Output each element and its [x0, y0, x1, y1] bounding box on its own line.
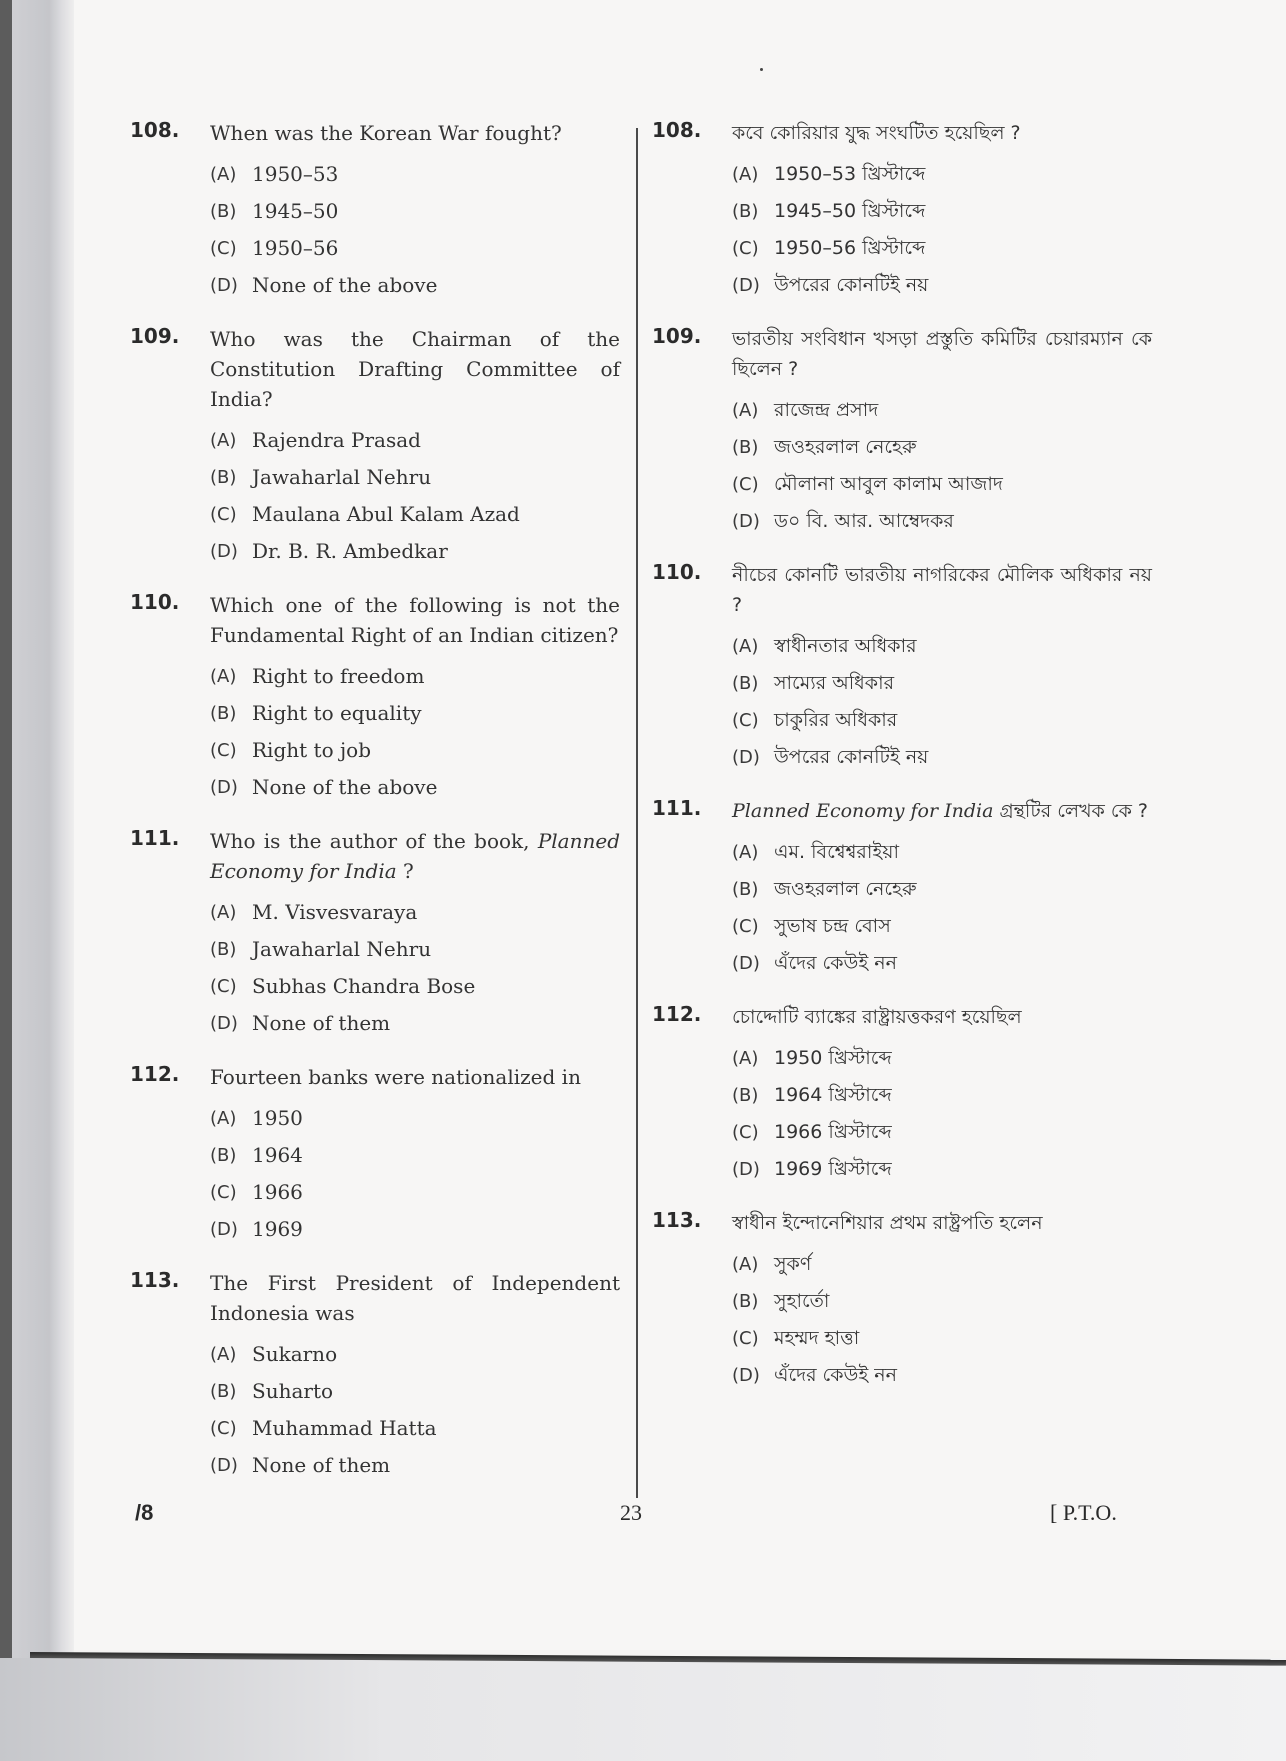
option-label: (D) — [210, 275, 238, 296]
option-text: এম. বিশ্বেশ্বরাইয়া — [774, 841, 899, 863]
options-list — [732, 834, 1152, 982]
option-b — [210, 931, 620, 968]
options-list — [210, 1100, 620, 1248]
question-text: The First President of Independent Indonesia was — [210, 1271, 620, 1325]
question-109-en — [130, 324, 620, 570]
option-label: (A) — [210, 902, 237, 923]
option-d — [210, 533, 620, 570]
option-text: Subhas Chandra Bose — [252, 974, 476, 998]
option-a — [732, 1040, 1152, 1077]
option-c — [210, 968, 620, 1005]
question-text: ভারতীয় সংবিধান খসড়া প্রস্তুতি কমিটির চেয়ারম্যান কে ছিলেন ? — [732, 328, 1152, 380]
option-text: মহম্মদ হাত্তা — [774, 1327, 860, 1349]
option-label: (B) — [732, 1291, 759, 1312]
option-c — [210, 230, 620, 267]
option-label: (C) — [732, 710, 759, 731]
option-c — [732, 908, 1152, 945]
option-b — [210, 1373, 620, 1410]
option-b — [732, 1077, 1152, 1114]
question-number: 110. — [130, 590, 180, 614]
option-text: Rajendra Prasad — [252, 428, 421, 452]
option-text: Jawaharlal Nehru — [252, 465, 432, 489]
option-d — [210, 1447, 620, 1484]
binding-dark-edge — [0, 0, 12, 1761]
option-text: স্বাধীনতার অধিকার — [774, 635, 917, 657]
option-label: (A) — [732, 1048, 759, 1069]
option-label: (D) — [732, 953, 760, 974]
option-c — [732, 1320, 1152, 1357]
option-b — [732, 193, 1152, 230]
question-number: 111. — [652, 796, 702, 820]
option-text: None of the above — [252, 775, 438, 799]
question-number: 109. — [652, 324, 702, 348]
question-number: 110. — [652, 560, 702, 584]
option-label: (A) — [210, 164, 237, 185]
booklet-code: /8 — [135, 1500, 154, 1525]
option-b — [732, 665, 1152, 702]
option-label: (B) — [210, 467, 237, 488]
question-prefix: Who is the author of the book, — [210, 829, 530, 853]
option-label: (B) — [732, 201, 759, 222]
option-label: (D) — [732, 511, 760, 532]
question-108-en — [130, 118, 620, 304]
question-number: 111. — [130, 826, 180, 850]
option-text: এঁদের কেউই নন — [774, 952, 897, 974]
column-divider — [636, 128, 638, 1498]
option-c — [732, 466, 1152, 503]
option-d — [210, 267, 620, 304]
page-number: 23 — [620, 1500, 642, 1525]
option-label: (B) — [732, 673, 759, 694]
option-text: Right to equality — [252, 701, 422, 725]
option-text: Right to freedom — [252, 664, 425, 688]
question-text — [732, 796, 1152, 826]
bengali-column — [652, 118, 1152, 1414]
option-text: Dr. B. R. Ambedkar — [252, 539, 448, 563]
option-text: 1950–53 খ্রিস্টাব্দে — [774, 163, 926, 185]
option-label: (D) — [210, 1455, 238, 1476]
english-column — [130, 118, 620, 1504]
question-text: চোদ্দোটি ব্যাঙ্কের রাষ্ট্রায়ত্তকরণ হয়েছিল — [732, 1006, 1022, 1028]
question-number: 112. — [652, 1002, 702, 1026]
option-b — [732, 871, 1152, 908]
options-list — [210, 422, 620, 570]
option-text: Suharto — [252, 1379, 334, 1403]
question-number: 108. — [130, 118, 180, 142]
question-111-bn — [652, 796, 1152, 982]
options-list — [732, 1040, 1152, 1188]
option-label: (B) — [210, 201, 237, 222]
option-text: Sukarno — [252, 1342, 338, 1366]
option-text: সাম্যের অধিকার — [774, 672, 895, 694]
option-a — [732, 156, 1152, 193]
option-label: (D) — [732, 1365, 760, 1386]
option-label: (D) — [210, 777, 238, 798]
option-a — [210, 894, 620, 931]
option-text: ড০ বি. আর. আম্বেদকর — [774, 510, 954, 532]
question-113-en — [130, 1268, 620, 1484]
option-c — [210, 1410, 620, 1447]
question-number: 109. — [130, 324, 180, 348]
option-label: (B) — [210, 1145, 237, 1166]
option-b — [210, 193, 620, 230]
option-text: সুভাষ চন্দ্র বোস — [774, 915, 891, 937]
book-title: Planned Economy for India — [210, 829, 621, 883]
option-a — [210, 658, 620, 695]
question-108-bn — [652, 118, 1152, 304]
options-list — [732, 1246, 1152, 1394]
question-number: 112. — [130, 1062, 180, 1086]
option-d — [732, 945, 1152, 982]
option-label: (A) — [210, 1108, 237, 1129]
option-label: (C) — [210, 238, 237, 259]
option-label: (C) — [732, 1328, 759, 1349]
question-suffix: ? — [396, 859, 414, 883]
option-label: (D) — [732, 747, 760, 768]
binding-strip — [12, 0, 74, 1761]
option-label: (A) — [732, 400, 759, 421]
question-110-en — [130, 590, 620, 806]
option-text: জওহরলাল নেহেরু — [774, 878, 917, 900]
option-label: (A) — [732, 842, 759, 863]
option-label: (C) — [732, 474, 759, 495]
options-list — [210, 1336, 620, 1484]
option-text: 1969 খ্রিস্টাব্দে — [774, 1158, 892, 1180]
option-text: 1950–56 — [252, 236, 339, 260]
option-text: 1945–50 খ্রিস্টাব্দে — [774, 200, 926, 222]
option-text: None of them — [252, 1453, 391, 1477]
option-label: (B) — [210, 1381, 237, 1402]
option-label: (A) — [210, 666, 237, 687]
question-text: নীচের কোনটি ভারতীয় নাগরিকের মৌলিক অধিকার নয় ? — [732, 564, 1152, 616]
option-c — [732, 1114, 1152, 1151]
option-text: এঁদের কেউই নন — [774, 1364, 897, 1386]
option-d — [732, 1357, 1152, 1394]
option-label: (A) — [210, 430, 237, 451]
option-label: (B) — [732, 879, 759, 900]
question-suffix: গ্রন্থটির লেখক কে ? — [993, 800, 1149, 822]
option-d — [732, 1151, 1152, 1188]
option-label: (C) — [732, 238, 759, 259]
option-label: (A) — [732, 164, 759, 185]
option-a — [210, 422, 620, 459]
option-b — [732, 1283, 1152, 1320]
option-d — [210, 1005, 620, 1042]
option-text: None of them — [252, 1011, 391, 1035]
question-112-bn — [652, 1002, 1152, 1188]
options-list — [732, 628, 1152, 776]
option-d — [210, 769, 620, 806]
option-text: Right to job — [252, 738, 372, 762]
option-label: (D) — [210, 541, 238, 562]
question-text: Which one of the following is not the Fundamental Right of an Indian citizen? — [210, 593, 620, 647]
option-text: উপরের কোনটিই নয় — [774, 746, 929, 768]
option-label: (B) — [732, 1085, 759, 1106]
option-label: (C) — [732, 1122, 759, 1143]
option-label: (D) — [732, 1159, 760, 1180]
option-label: (C) — [732, 916, 759, 937]
question-text: স্বাধীন ইন্দোনেশিয়ার প্রথম রাষ্ট্রপতি হলেন — [732, 1212, 1043, 1234]
option-text: 1950 — [252, 1106, 303, 1130]
question-number: 113. — [130, 1268, 180, 1292]
option-b — [210, 695, 620, 732]
option-label: (A) — [732, 636, 759, 657]
option-text: Jawaharlal Nehru — [252, 937, 432, 961]
option-text: 1950–53 — [252, 162, 339, 186]
option-label: (A) — [732, 1254, 759, 1275]
option-c — [210, 1174, 620, 1211]
please-turn-over: [ P.T.O. — [1050, 1500, 1117, 1525]
option-text: উপরের কোনটিই নয় — [774, 274, 929, 296]
option-a — [210, 1336, 620, 1373]
option-text: 1966 খ্রিস্টাব্দে — [774, 1121, 892, 1143]
option-text: Maulana Abul Kalam Azad — [252, 502, 520, 526]
option-text: 1966 — [252, 1180, 303, 1204]
option-text: চাকুরির অধিকার — [774, 709, 898, 731]
option-label: (C) — [210, 740, 237, 761]
options-list — [210, 894, 620, 1042]
option-label: (C) — [210, 1182, 237, 1203]
option-text: জওহরলাল নেহেরু — [774, 436, 917, 458]
option-a — [732, 1246, 1152, 1283]
option-b — [732, 429, 1152, 466]
option-text: 1950–56 খ্রিস্টাব্দে — [774, 237, 926, 259]
option-text: 1969 — [252, 1217, 303, 1241]
question-110-bn — [652, 560, 1152, 776]
option-label: (D) — [210, 1013, 238, 1034]
options-list — [210, 156, 620, 304]
option-a — [732, 628, 1152, 665]
question-text: Fourteen banks were nationalized in — [210, 1065, 581, 1089]
question-text — [210, 826, 620, 886]
option-b — [210, 1137, 620, 1174]
option-label: (D) — [210, 1219, 238, 1240]
question-text: কবে কোরিয়ার যুদ্ধ সংঘটিত হয়েছিল ? — [732, 122, 1021, 144]
option-a — [732, 834, 1152, 871]
question-text: Who was the Chairman of the Constitution Drafting Committee of India? — [210, 327, 620, 411]
option-text: None of the above — [252, 273, 438, 297]
option-text: M. Visvesvaraya — [252, 900, 418, 924]
question-number: 108. — [652, 118, 702, 142]
options-list — [210, 658, 620, 806]
option-d — [732, 267, 1152, 304]
option-a — [210, 156, 620, 193]
options-list — [732, 156, 1152, 304]
speck — [760, 68, 763, 71]
option-text: মৌলানা আবুল কালাম আজাদ — [774, 473, 1003, 495]
option-a — [732, 392, 1152, 429]
option-text: সুকর্ণ — [774, 1253, 812, 1275]
option-text: 1964 খ্রিস্টাব্দে — [774, 1084, 892, 1106]
question-111-en — [130, 826, 620, 1042]
options-list — [732, 392, 1152, 540]
option-c — [732, 702, 1152, 739]
option-label: (D) — [732, 275, 760, 296]
option-b — [210, 459, 620, 496]
option-label: (B) — [732, 437, 759, 458]
question-113-bn — [652, 1208, 1152, 1394]
under-page-background — [0, 1658, 1286, 1761]
option-label: (B) — [210, 939, 237, 960]
question-112-en — [130, 1062, 620, 1248]
option-d — [210, 1211, 620, 1248]
option-c — [732, 230, 1152, 267]
option-a — [210, 1100, 620, 1137]
book-title: Planned Economy for India — [732, 800, 994, 822]
option-text: 1950 খ্রিস্টাব্দে — [774, 1047, 892, 1069]
question-109-bn — [652, 324, 1152, 540]
question-number: 113. — [652, 1208, 702, 1232]
option-label: (B) — [210, 703, 237, 724]
option-label: (C) — [210, 1418, 237, 1439]
option-c — [210, 496, 620, 533]
option-text: সুহার্তো — [774, 1290, 830, 1312]
option-text: 1945–50 — [252, 199, 339, 223]
option-d — [732, 503, 1152, 540]
option-text: Muhammad Hatta — [252, 1416, 437, 1440]
option-label: (A) — [210, 1344, 237, 1365]
option-text: 1964 — [252, 1143, 303, 1167]
option-d — [732, 739, 1152, 776]
option-label: (C) — [210, 976, 237, 997]
option-label: (C) — [210, 504, 237, 525]
option-c — [210, 732, 620, 769]
question-text: When was the Korean War fought? — [210, 121, 562, 145]
option-text: রাজেন্দ্র প্রসাদ — [774, 399, 879, 421]
